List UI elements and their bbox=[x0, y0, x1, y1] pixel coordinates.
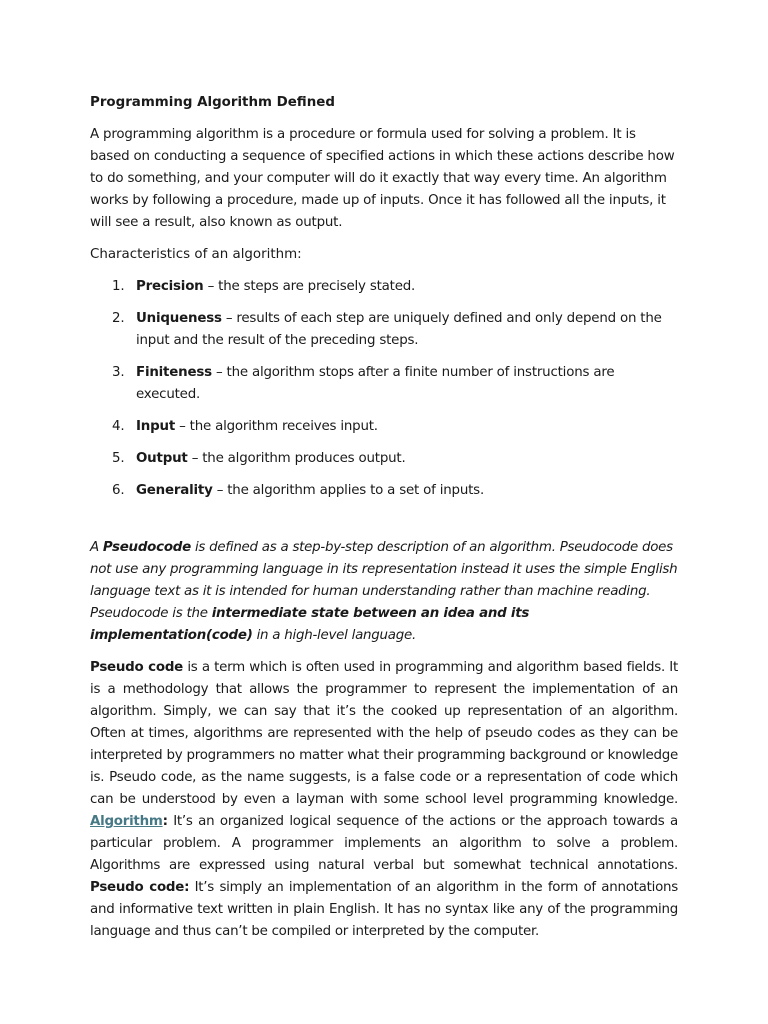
heading: Programming Algorithm Defined bbox=[90, 95, 335, 110]
characteristics-label: Characteristics of an algorithm: bbox=[90, 247, 302, 262]
list-item: 1. Precision – the steps are precisely stated. bbox=[112, 279, 416, 294]
intro-paragraph: A programming algorithm is a procedure or formula used for solving a problem. It is based on conducting a sequence of specified actions in which these actions describe how to do something, and your computer will do it exactly that way every time. An algorithm works by following a procedure, made up of inputs. Once it has followed all the inputs, it will see a result, also known as output. bbox=[90, 127, 675, 230]
list-item: 2. Uniqueness – results of each step are uniquely defined and only depend on the input and the result of the preceding steps. bbox=[112, 311, 662, 348]
pseudocode-body: Pseudo code is a term which is often used in programming and algorithm based fields. It is a methodology that allows the programmer to represent the implementation of an algorithm. Simply, we can say that it’s the cooked up representation of an algorithm. Often at times, algorithms are represented with the help of pseudo codes as they can be interpreted by programmers no matter what their programming background or knowledge is. Pseudo code, as the name suggests, is a false code or a representation of code which can be understood by even a layman with some school level programming knowledge. Algorithm: It’s an organized logical sequence of the actions or the approach towards a particular problem. A programmer implements an algorithm to solve a problem. Algorithms are expressed using natural verbal but somewhat technical annotations. Pseudo code: It’s simply an implementation of an algorithm in the form of annotations and informative text written in plain English. It has no syntax like any of the programming language and thus can’t be compiled or interpreted by the computer. bbox=[90, 660, 679, 939]
pseudocode-definition: A Pseudocode is defined as a step-by-step description of an algorithm. Pseudocode does not use any programming language in its representation instead it uses the simple English language text as it is intended for human understanding rather than machine reading. Pseudocode is the intermediate state between an idea and its implementation(code) in a high-level language. bbox=[90, 540, 678, 643]
list-item: 4. Input – the algorithm receives input. bbox=[112, 419, 378, 434]
list-item: 3. Finiteness – the algorithm stops after a finite number of instructions are executed. bbox=[112, 365, 615, 402]
list-item: 5. Output – the algorithm produces output. bbox=[112, 451, 406, 466]
characteristics-list bbox=[90, 276, 678, 502]
algorithm-link[interactable]: Algorithm bbox=[90, 814, 163, 829]
list-item: 6. Generality – the algorithm applies to a set of inputs. bbox=[112, 483, 485, 498]
